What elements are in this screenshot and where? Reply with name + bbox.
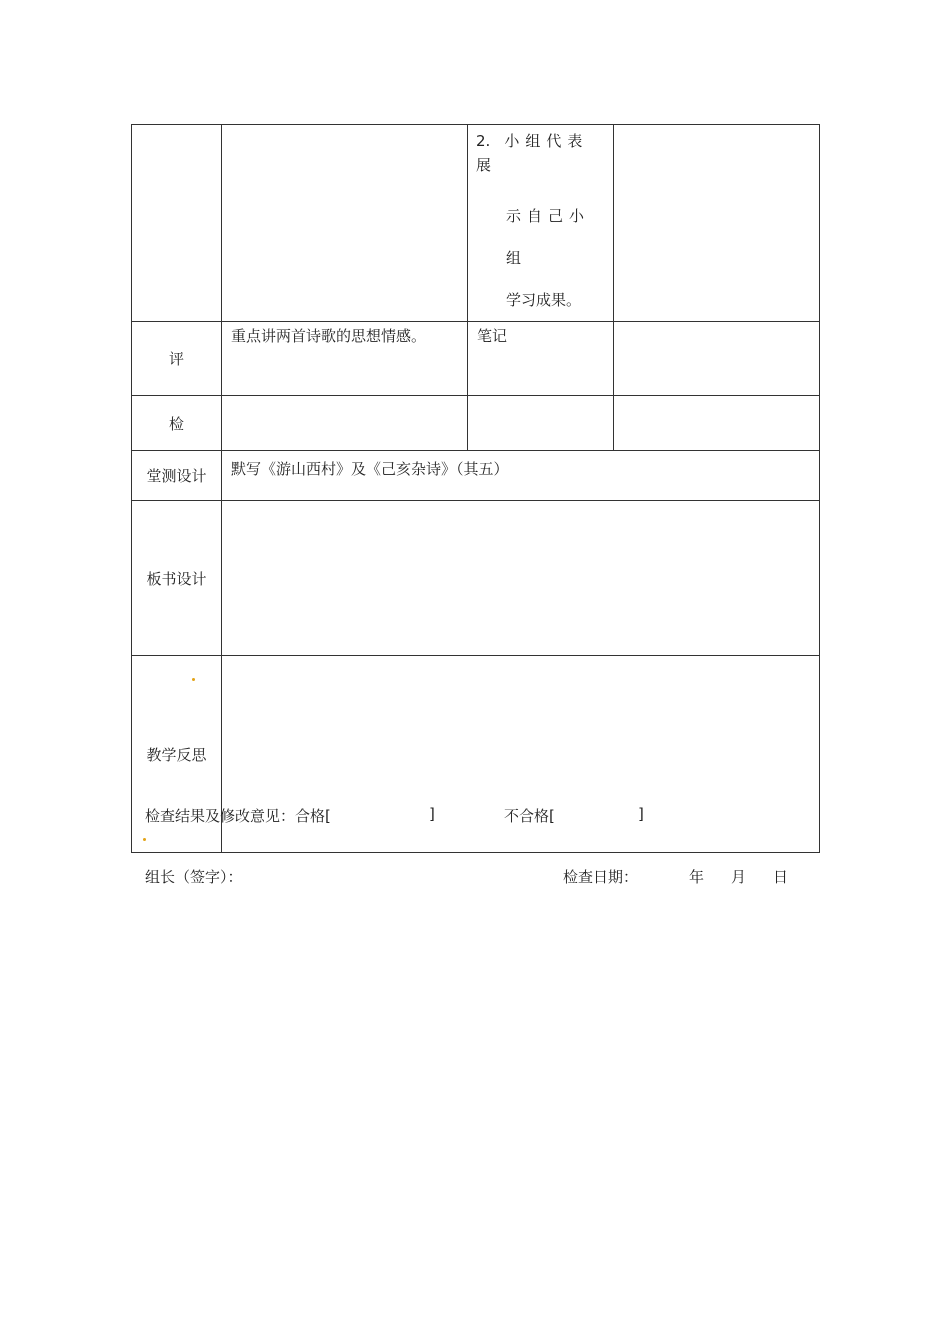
step-number: 2.: [476, 132, 491, 150]
teacher-cell-empty: [222, 125, 468, 322]
check-date-label: 检查日期：: [563, 868, 639, 886]
step-line-3: 学习成果。: [506, 291, 582, 309]
day-label: 日: [773, 868, 789, 886]
table-row: [132, 501, 820, 656]
row-label-ping: 评: [132, 322, 222, 396]
stray-dot: [143, 838, 146, 841]
board-design-cell: [222, 501, 820, 656]
student-cell-empty: [468, 396, 614, 451]
ping-content: 重点讲两首诗歌的思想情感。: [231, 327, 427, 345]
lesson-plan-table: [131, 124, 820, 853]
table-row: [132, 322, 820, 396]
table-row: [132, 125, 820, 322]
teacher-cell: [222, 322, 468, 396]
check-result-label: 检查结果及修改意见：合格[: [145, 807, 331, 825]
ping-student-text: 笔记: [477, 327, 508, 345]
row-label-test-design: 堂测设计: [132, 451, 222, 501]
student-activity-cell: [468, 125, 614, 322]
test-design-cell: [222, 451, 820, 501]
student-cell: [468, 322, 614, 396]
reflection-label-text: 教学反思: [146, 745, 207, 764]
row-label-board-design: 板书设计: [132, 501, 222, 656]
bracket-close-1: ]: [429, 805, 435, 823]
table-row: [132, 396, 820, 451]
label-cell-empty: [132, 125, 222, 322]
notes-cell-empty: [614, 125, 820, 322]
table-row: [132, 451, 820, 501]
stray-dot: [192, 678, 195, 681]
row-label-jian: 检: [132, 396, 222, 451]
step-line-2: 示自己小组: [506, 207, 591, 267]
step-line-1: 小组代表展: [476, 132, 589, 174]
unqualified-label: 不合格[: [504, 807, 555, 825]
notes-cell-empty: [614, 322, 820, 396]
notes-cell-empty: [614, 396, 820, 451]
bracket-close-2: ]: [638, 805, 644, 823]
test-design-content: 默写《游山西村》及《己亥杂诗》（其五）: [231, 460, 509, 478]
year-label: 年: [689, 868, 705, 886]
leader-signature-label: 组长（签字）：: [145, 868, 243, 886]
teacher-cell-empty: [222, 396, 468, 451]
month-label: 月: [731, 868, 747, 886]
